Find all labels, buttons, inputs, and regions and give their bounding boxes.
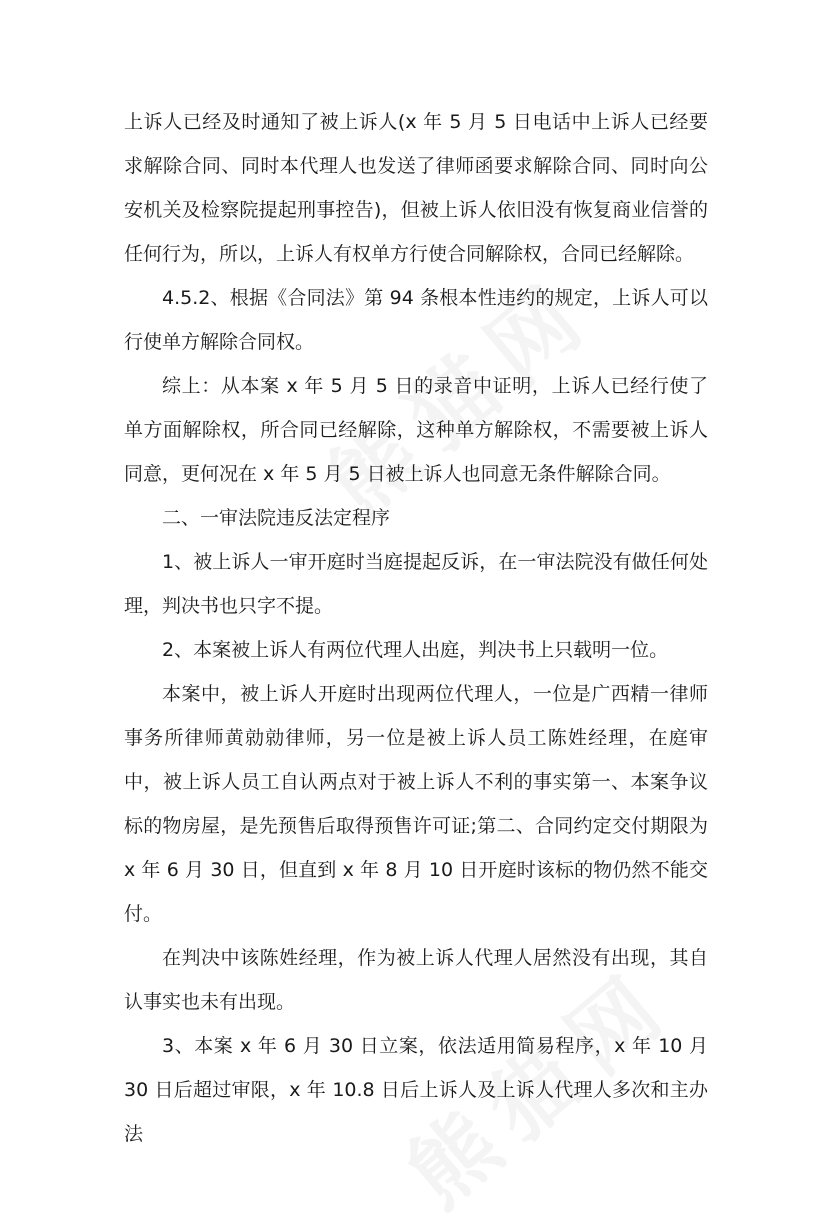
paragraph-5: 2、本案被上诉人有两位代理人出庭，判决书上只载明一位。 [162, 639, 669, 661]
paragraph-8: 3、本案 x 年 6 月 30 日立案，依法适用简易程序，x 年 10 月 30 日后超过审限，x 年 10.8 日后上诉人及上诉人代理人多次和主办法 [124, 1035, 708, 1145]
paragraph-2: 4.5.2、根据《合同法》第 94 条根本性违约的规定，上诉人可以行使单方解除合同权。 [124, 287, 708, 353]
document-body [124, 100, 708, 1156]
paragraph-1: 上诉人已经及时通知了被上诉人(x 年 5 月 5 日电话中上诉人已经要求解除合同、同时本代理人也发送了律师函要求解除合同、同时向公安机关及检察院提起刑事控告)，但被上诉人依旧没有恢复商业信誉的任何行为，所以，上诉人有权单方行使合同解除权，合同已经解除。 [124, 111, 708, 265]
paragraph-6: 本案中，被上诉人开庭时出现两位代理人，一位是广西精一律师事务所律师黄勍勍律师，另一位是被上诉人员工陈姓经理，在庭审中，被上诉人员工自认两点对于被上诉人不利的事实第一、本案争议标的物房屋，是先预售后取得预售许可证;第二、合同约定交付期限为 x 年 6 月 30 日，但直到 x 年 8 月 10 日开庭时该标的物仍然不能交付。 [124, 683, 708, 925]
paragraph-7: 在判决中该陈姓经理，作为被上诉人代理人居然没有出现，其自认事实也未有出现。 [124, 947, 708, 1013]
paragraph-4: 1、被上诉人一审开庭时当庭提起反诉，在一审法院没有做任何处理，判决书也只字不提。 [124, 551, 708, 617]
paragraph-3: 综上：从本案 x 年 5 月 5 日的录音中证明，上诉人已经行使了单方面解除权，所合同已经解除，这种单方解除权，不需要被上诉人同意，更何况在 x 年 5 月 5 日被上诉人也同意无条件解除合同。 [124, 375, 708, 485]
section-heading: 二、一审法院违反法定程序 [162, 507, 391, 529]
